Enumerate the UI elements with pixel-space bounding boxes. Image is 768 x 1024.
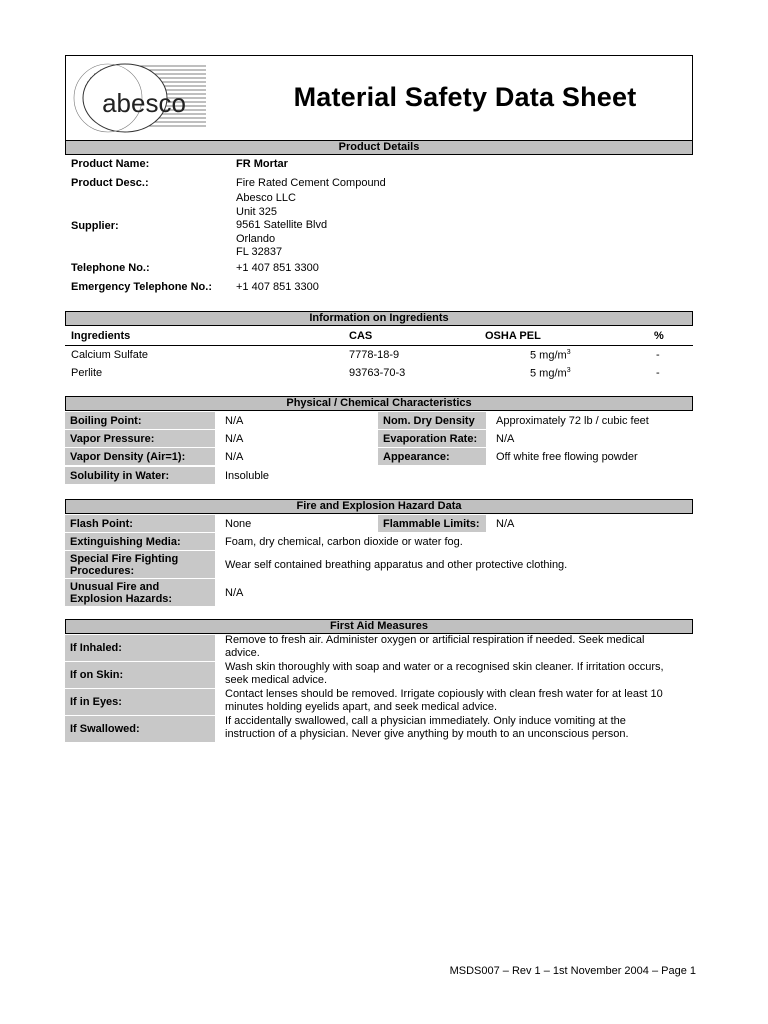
boiling-point-label: Boiling Point: [65,412,215,429]
if-swallowed-line: instruction of a physician. Never give anything by mouth to an unconscious person. [225,728,629,740]
supplier-line: 9561 Satellite Blvd [236,219,328,232]
evaporation-rate-value: N/A [496,432,515,445]
emergency-telephone-label: Emergency Telephone No.: [71,281,212,293]
section-fire-explosion: Fire and Explosion Hazard Data [65,499,693,514]
if-on-skin-value [225,661,664,687]
ingredient-percent: - [656,349,660,361]
pel-value: 5 mg/m [530,367,567,380]
dry-density-value: Approximately 72 lb / cubic feet [496,414,649,427]
ingredient-cas: 7778-18-9 [349,349,400,361]
section-ingredients: Information on Ingredients [65,311,693,326]
ingredient-name: Calcium Sulfate [71,349,149,361]
abesco-logo [70,60,210,136]
page-footer: MSDS007 – Rev 1 – 1st November 2004 – Page 1 [449,965,696,977]
ingredient-pel [530,349,571,362]
vapor-density-value: N/A [225,450,244,463]
pel-superscript: 3 [566,349,571,356]
section-first-aid: First Aid Measures [65,619,693,634]
telephone-value: +1 407 851 3300 [236,262,319,274]
supplier-line: Abesco LLC [236,192,296,204]
flash-point-label: Flash Point: [65,515,215,532]
flammable-limits-value: N/A [496,517,515,530]
if-in-eyes-line: minutes holding eyelids apart, and seek medical advice. [225,701,498,713]
telephone-label: Telephone No.: [71,262,150,274]
product-desc-label: Product Desc.: [71,177,149,189]
if-inhaled-line: Remove to fresh air. Administer oxygen or artificial respiration if needed. Seek medical [225,634,645,646]
percent-col-header: % [654,330,664,342]
appearance-label: Appearance: [378,448,486,465]
if-inhaled-label: If Inhaled: [65,635,215,661]
appearance-value: Off white free flowing powder [496,450,638,463]
solubility-value: Insoluble [225,469,270,482]
supplier-line: Unit 325 [236,205,277,218]
if-swallowed-label: If Swallowed: [65,716,215,742]
if-on-skin-line: Wash skin thoroughly with soap and water or a recognised skin cleaner. If irritation occurs, [225,661,664,673]
if-swallowed-value [225,715,629,741]
product-name-label: Product Name: [71,158,150,170]
solubility-label: Solubility in Water: [65,467,215,484]
emergency-telephone-value: +1 407 851 3300 [236,281,319,293]
product-desc-value: Fire Rated Cement Compound [236,177,386,189]
if-on-skin-label: If on Skin: [65,662,215,688]
supplier-line: Orlando [236,232,276,245]
extinguishing-media-label: Extinguishing Media: [65,533,215,550]
ingredient-name: Perlite [71,367,103,379]
unusual-hazards-label-line: Explosion Hazards: [70,592,173,605]
osha-pel-col-header: OSHA PEL [485,330,541,342]
logo-text: abesco [102,88,186,118]
if-in-eyes-value [225,688,663,714]
ingredient-percent: - [656,367,660,379]
ingredient-cas: 93763-70-3 [349,367,406,379]
if-swallowed-line: If accidentally swallowed, call a physician immediately. Only induce vomiting at the [225,715,626,727]
if-in-eyes-label: If in Eyes: [65,689,215,715]
boiling-point-value: N/A [225,414,244,427]
if-inhaled-value [225,634,644,660]
vapor-density-label: Vapor Density (Air=1): [65,448,215,465]
pel-superscript: 3 [566,367,571,374]
flammable-limits-label: Flammable Limits: [378,515,486,532]
vapor-pressure-label: Vapor Pressure: [65,430,215,447]
if-in-eyes-line: Contact lenses should be removed. Irrigate copiously with clean fresh water for at least 10 [225,688,663,700]
ingredients-header-rule [65,345,693,346]
section-product-details: Product Details [65,140,693,155]
product-name-value: FR Mortar [236,158,288,170]
if-inhaled-line: advice. [225,647,260,659]
extinguishing-media-value: Foam, dry chemical, carbon dioxide or water fog. [225,535,463,548]
document-title: Material Safety Data Sheet [293,82,637,112]
supplier-address [236,192,327,260]
section-physical-chemical: Physical / Chemical Characteristics [65,396,693,411]
flash-point-value: None [225,517,252,530]
vapor-pressure-value: N/A [225,432,244,445]
unusual-hazards-label-line: Unusual Fire and [70,580,160,593]
if-on-skin-line: seek medical advice. [225,674,328,686]
special-procedures-label [65,551,215,578]
supplier-label: Supplier: [71,220,119,232]
supplier-line: FL 32837 [236,246,283,259]
dry-density-label: Nom. Dry Density [378,412,486,429]
unusual-hazards-label [65,579,215,606]
special-procedures-value: Wear self contained breathing apparatus and other protective clothing. [225,558,568,571]
cas-col-header: CAS [349,330,373,342]
special-procedures-label-line: Special Fire Fighting [70,552,179,565]
evaporation-rate-label: Evaporation Rate: [378,430,486,447]
ingredient-pel [530,367,571,380]
unusual-hazards-value: N/A [225,586,244,599]
special-procedures-label-line: Procedures: [70,564,135,577]
ingredients-col-header: Ingredients [71,330,131,342]
pel-value: 5 mg/m [530,349,567,362]
